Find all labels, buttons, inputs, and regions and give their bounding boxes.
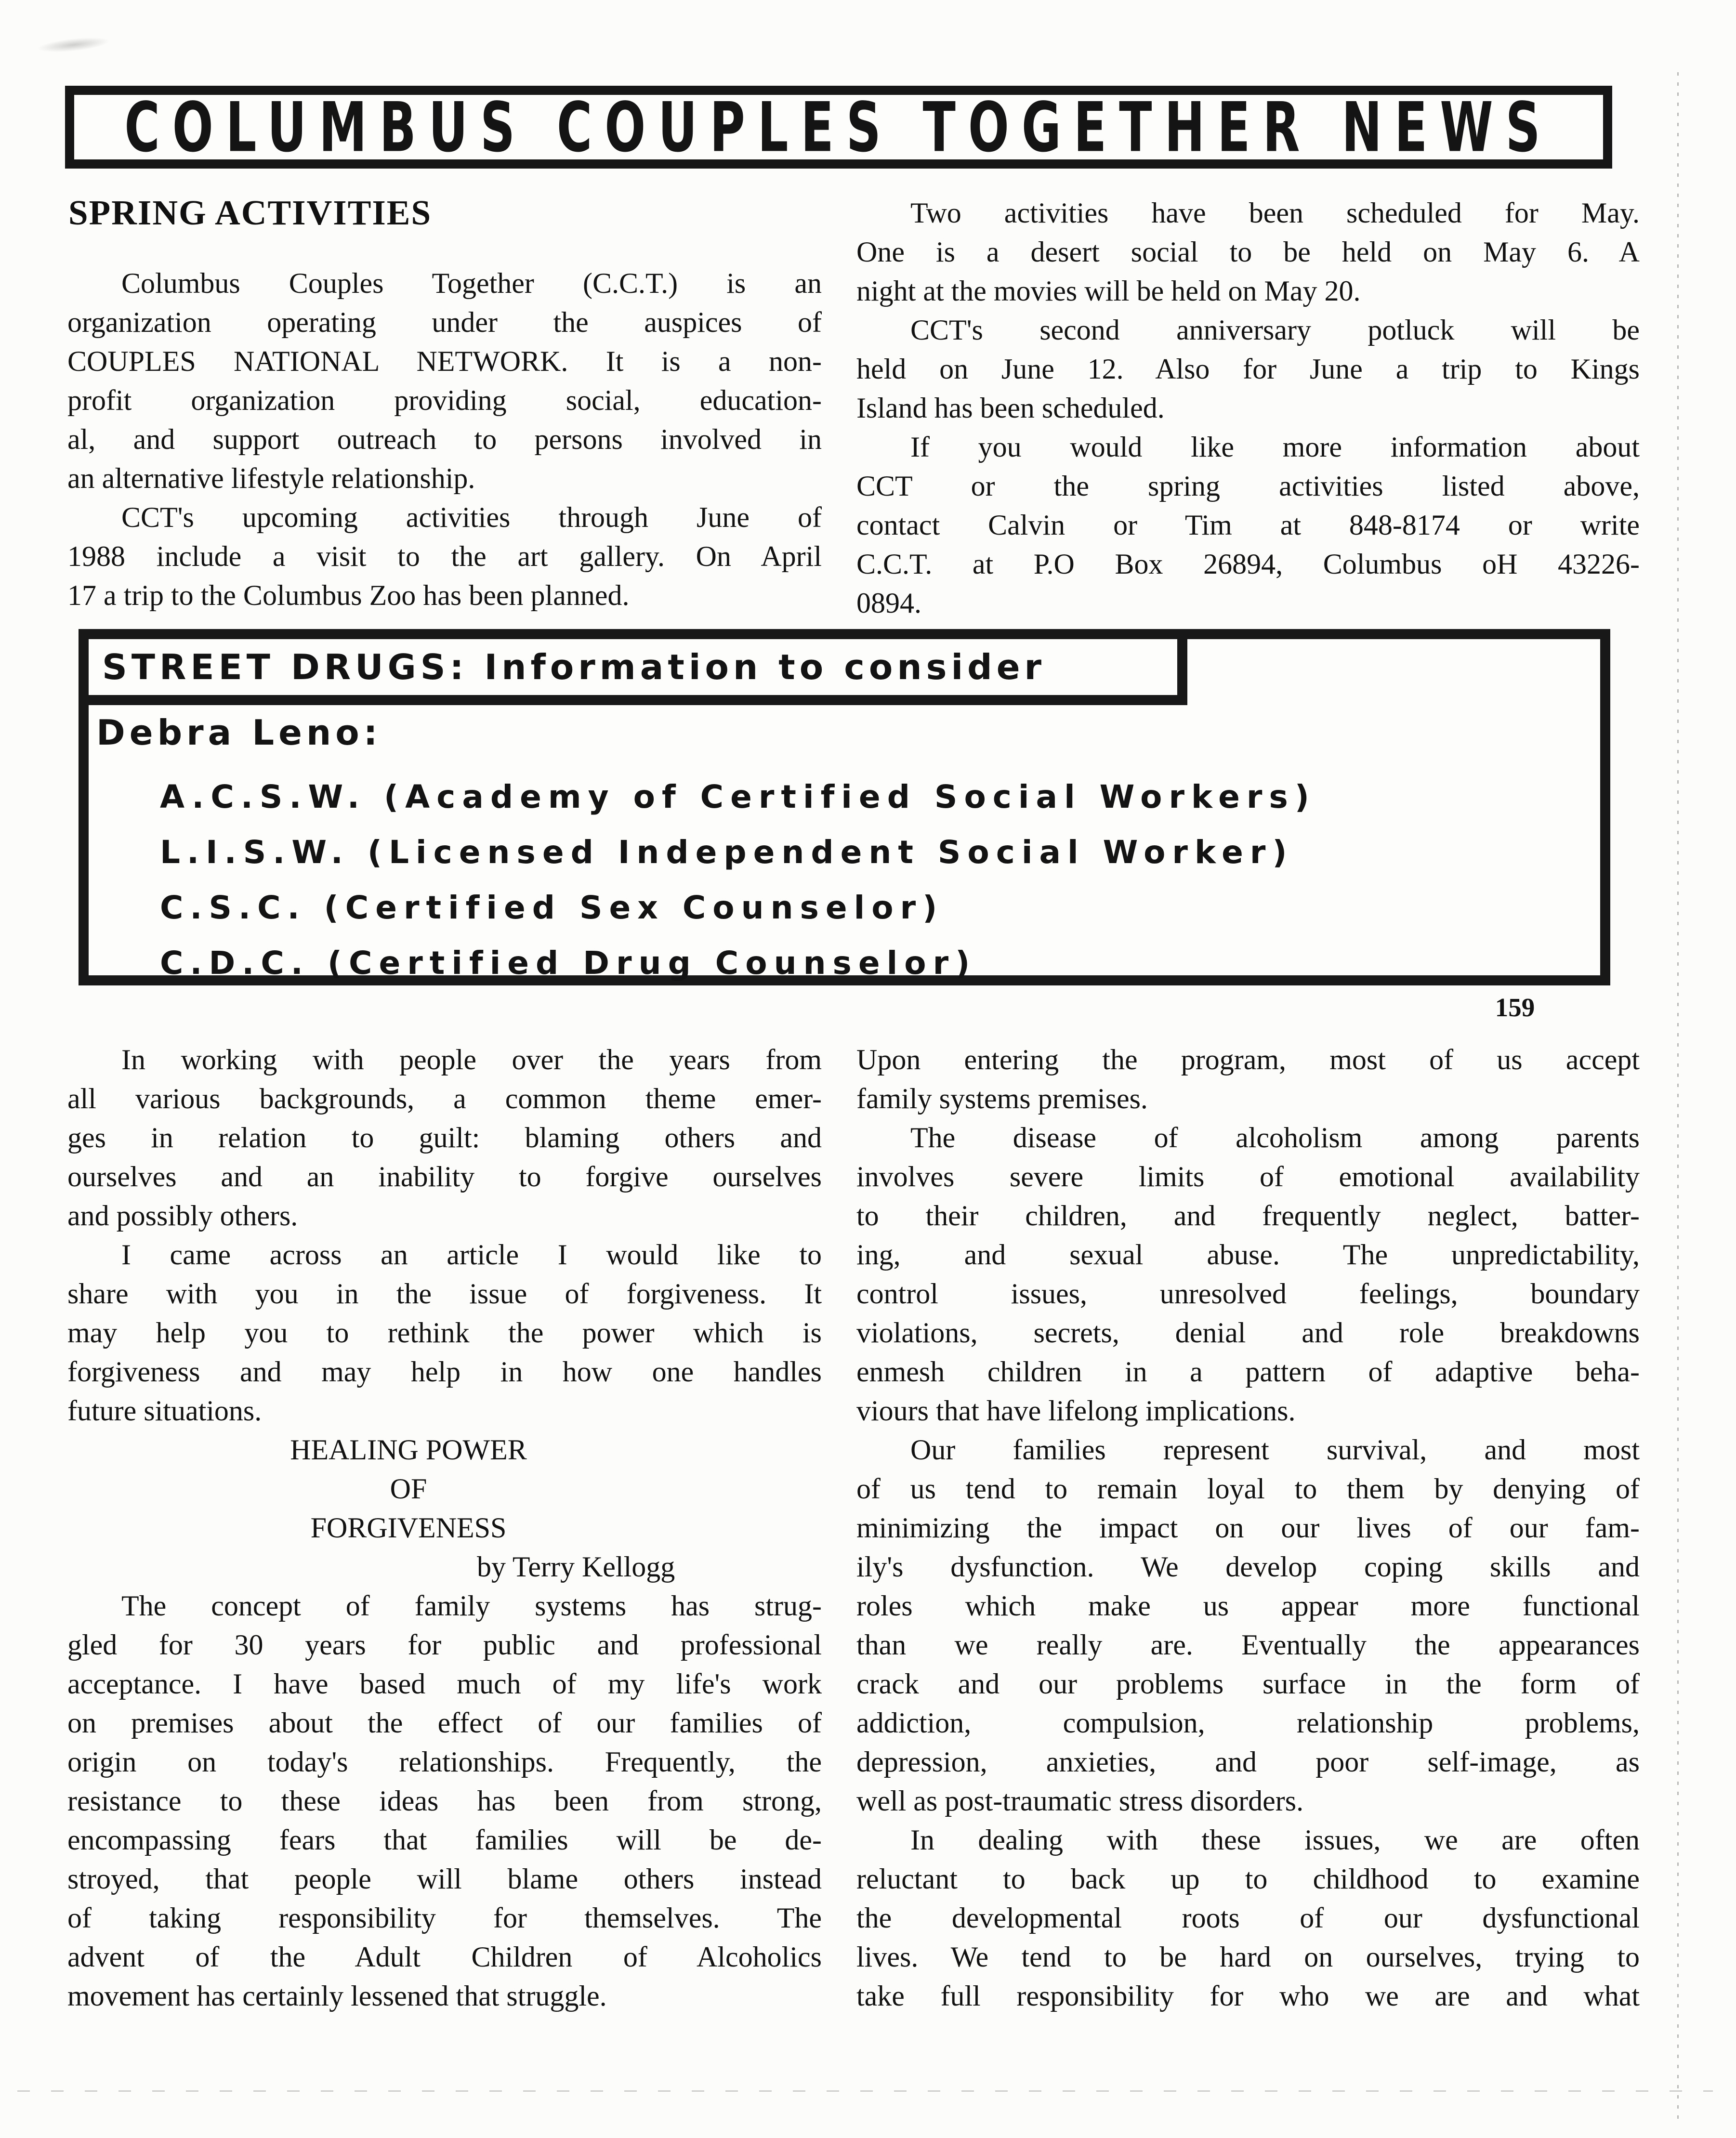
text-line: addiction, compulsion, relationship problems, [856, 1707, 1640, 1739]
text-line: of us tend to remain loyal to them by denying of [856, 1473, 1640, 1505]
text-line: involves severe limits of emotional availability [856, 1161, 1640, 1193]
text-line: viours that have lifelong implications. [856, 1395, 1296, 1427]
article-heading-line: OF [390, 1473, 427, 1505]
text-line: resistance to these ideas has been from strong, [67, 1785, 822, 1817]
text-line: If you would like more information about [910, 431, 1640, 463]
lower-right-column [856, 1040, 1640, 2016]
text-line: ily's dysfunction. We develop coping skills and [856, 1551, 1640, 1583]
scan-horizontal-line-artifact [17, 2090, 1713, 2092]
text-line: Two activities have been scheduled for May. [910, 197, 1640, 229]
text-line: future situations. [67, 1395, 262, 1427]
text-line: crack and our problems surface in the form of [856, 1668, 1640, 1700]
credential-line: L.I.S.W. (Licensed Independent Social Worker) [160, 834, 1294, 871]
text-line: stroyed, that people will blame others instead [67, 1863, 822, 1895]
text-line: 17 a trip to the Columbus Zoo has been planned. [67, 579, 630, 611]
text-line: the developmental roots of our dysfunctional [856, 1902, 1640, 1934]
spring-activities-text [67, 264, 822, 615]
lower-left-column [67, 1040, 822, 2016]
text-line: held on June 12. Also for June a trip to Kings [856, 353, 1640, 385]
text-line: 1988 include a visit to the art gallery. On April [67, 540, 822, 572]
text-line: profit organization providing social, education- [67, 384, 822, 416]
credential-line: C.D.C. (Certified Drug Counselor) [160, 944, 977, 982]
newsletter-title: COLUMBUS COUPLES TOGETHER NEWS [124, 87, 1553, 168]
article-heading-line: FORGIVENESS [310, 1512, 507, 1544]
text-line: Island has been scheduled. [856, 392, 1165, 424]
street-drugs-box [79, 629, 1610, 985]
text-line: One is a desert social to be held on May 6. A [856, 236, 1640, 268]
text-line: CCT's second anniversary potluck will be [910, 314, 1640, 346]
credential-line: A.C.S.W. (Academy of Certified Social Workers) [160, 778, 1316, 815]
text-line: on premises about the effect of our families of [67, 1707, 822, 1739]
text-line: advent of the Adult Children of Alcoholics [67, 1941, 822, 1973]
text-line: all various backgrounds, a common theme emer- [67, 1083, 822, 1115]
text-line: than we really are. Eventually the appearances [856, 1629, 1640, 1661]
text-line: may help you to rethink the power which is [67, 1317, 822, 1349]
text-line: al, and support outreach to persons involved in [67, 423, 822, 455]
text-line: lives. We tend to be hard on ourselves, trying to [856, 1941, 1640, 1973]
upper-left-column [67, 194, 822, 623]
text-line: ourselves and an inability to forgive ourselves [67, 1161, 822, 1193]
text-line: encompassing fears that families will be de- [67, 1824, 822, 1856]
text-line: Our families represent survival, and most [910, 1434, 1640, 1466]
text-line: 0894. [856, 587, 921, 619]
page-number: 159 [1495, 993, 1535, 1022]
text-line: family systems premises. [856, 1083, 1148, 1115]
text-line: of taking responsibility for themselves. The [67, 1902, 822, 1934]
article-byline: by Terry Kellogg [477, 1551, 675, 1583]
text-line: roles which make us appear more functional [856, 1590, 1640, 1622]
text-line: I came across an article I would like to [121, 1239, 822, 1271]
text-line: Columbus Couples Together (C.C.T.) is an [121, 267, 822, 299]
text-line: COUPLES NATIONAL NETWORK. It is a non- [67, 345, 822, 377]
text-line: take full responsibility for who we are and what [856, 1980, 1640, 2012]
text-line: origin on today's relationships. Frequently, the [67, 1746, 822, 1778]
text-line: acceptance. I have based much of my life's work [67, 1668, 822, 1700]
scan-vertical-line-artifact [1677, 72, 1679, 2124]
text-line: well as post-traumatic stress disorders. [856, 1785, 1304, 1817]
text-line: CCT's upcoming activities through June of [121, 501, 822, 533]
text-line: organization operating under the auspices of [67, 306, 822, 338]
text-line: forgiveness and may help in how one handles [67, 1356, 822, 1388]
masthead-banner [65, 86, 1612, 169]
text-line: enmesh children in a pattern of adaptive beha- [856, 1356, 1640, 1388]
text-line: In dealing with these issues, we are often [910, 1824, 1640, 1856]
text-line: contact Calvin or Tim at 848-8174 or write [856, 509, 1640, 541]
text-line: control issues, unresolved feelings, boundary [856, 1278, 1640, 1310]
text-line: C.C.T. at P.O Box 26894, Columbus oH 43226- [856, 548, 1640, 580]
credential-line: C.S.C. (Certified Sex Counselor) [160, 889, 944, 926]
text-line: CCT or the spring activities listed above, [856, 470, 1640, 502]
text-line: In working with people over the years from [121, 1044, 822, 1076]
text-line: movement has certainly lessened that struggle. [67, 1980, 607, 2012]
text-line: night at the movies will be held on May 20. [856, 275, 1361, 307]
text-line: violations, secrets, denial and role breakdowns [856, 1317, 1640, 1349]
text-line: to their children, and frequently neglect, batter- [856, 1200, 1640, 1232]
text-line: share with you in the issue of forgiveness. It [67, 1278, 822, 1310]
section-title-spring-activities: SPRING ACTIVITIES [68, 193, 432, 232]
street-drugs-header-text: STREET DRUGS: Information to consider [102, 647, 1046, 687]
text-line: gled for 30 years for public and professional [67, 1629, 822, 1661]
text-line: ing, and sexual abuse. The unpredictability, [856, 1239, 1640, 1271]
text-line: Upon entering the program, most of us accept [856, 1044, 1640, 1076]
scan-smudge-artifact [37, 35, 110, 55]
text-line: depression, anxieties, and poor self-image, as [856, 1746, 1640, 1778]
presenter-name: Debra Leno: [96, 712, 382, 753]
text-line: minimizing the impact on our lives of our fam- [856, 1512, 1640, 1544]
text-line: ges in relation to guilt: blaming others and [67, 1122, 822, 1154]
upper-right-column [856, 194, 1640, 623]
text-line: The concept of family systems has strug- [121, 1590, 822, 1622]
credentials-list [160, 769, 1586, 991]
street-drugs-header [79, 629, 1187, 705]
text-line: reluctant to back up to childhood to examine [856, 1863, 1640, 1895]
upper-section [67, 194, 1640, 623]
lower-section [67, 1040, 1640, 2016]
text-line: an alternative lifestyle relationship. [67, 462, 475, 494]
text-line: The disease of alcoholism among parents [910, 1122, 1640, 1154]
text-line: and possibly others. [67, 1200, 298, 1232]
article-heading-line: HEALING POWER [290, 1434, 527, 1466]
